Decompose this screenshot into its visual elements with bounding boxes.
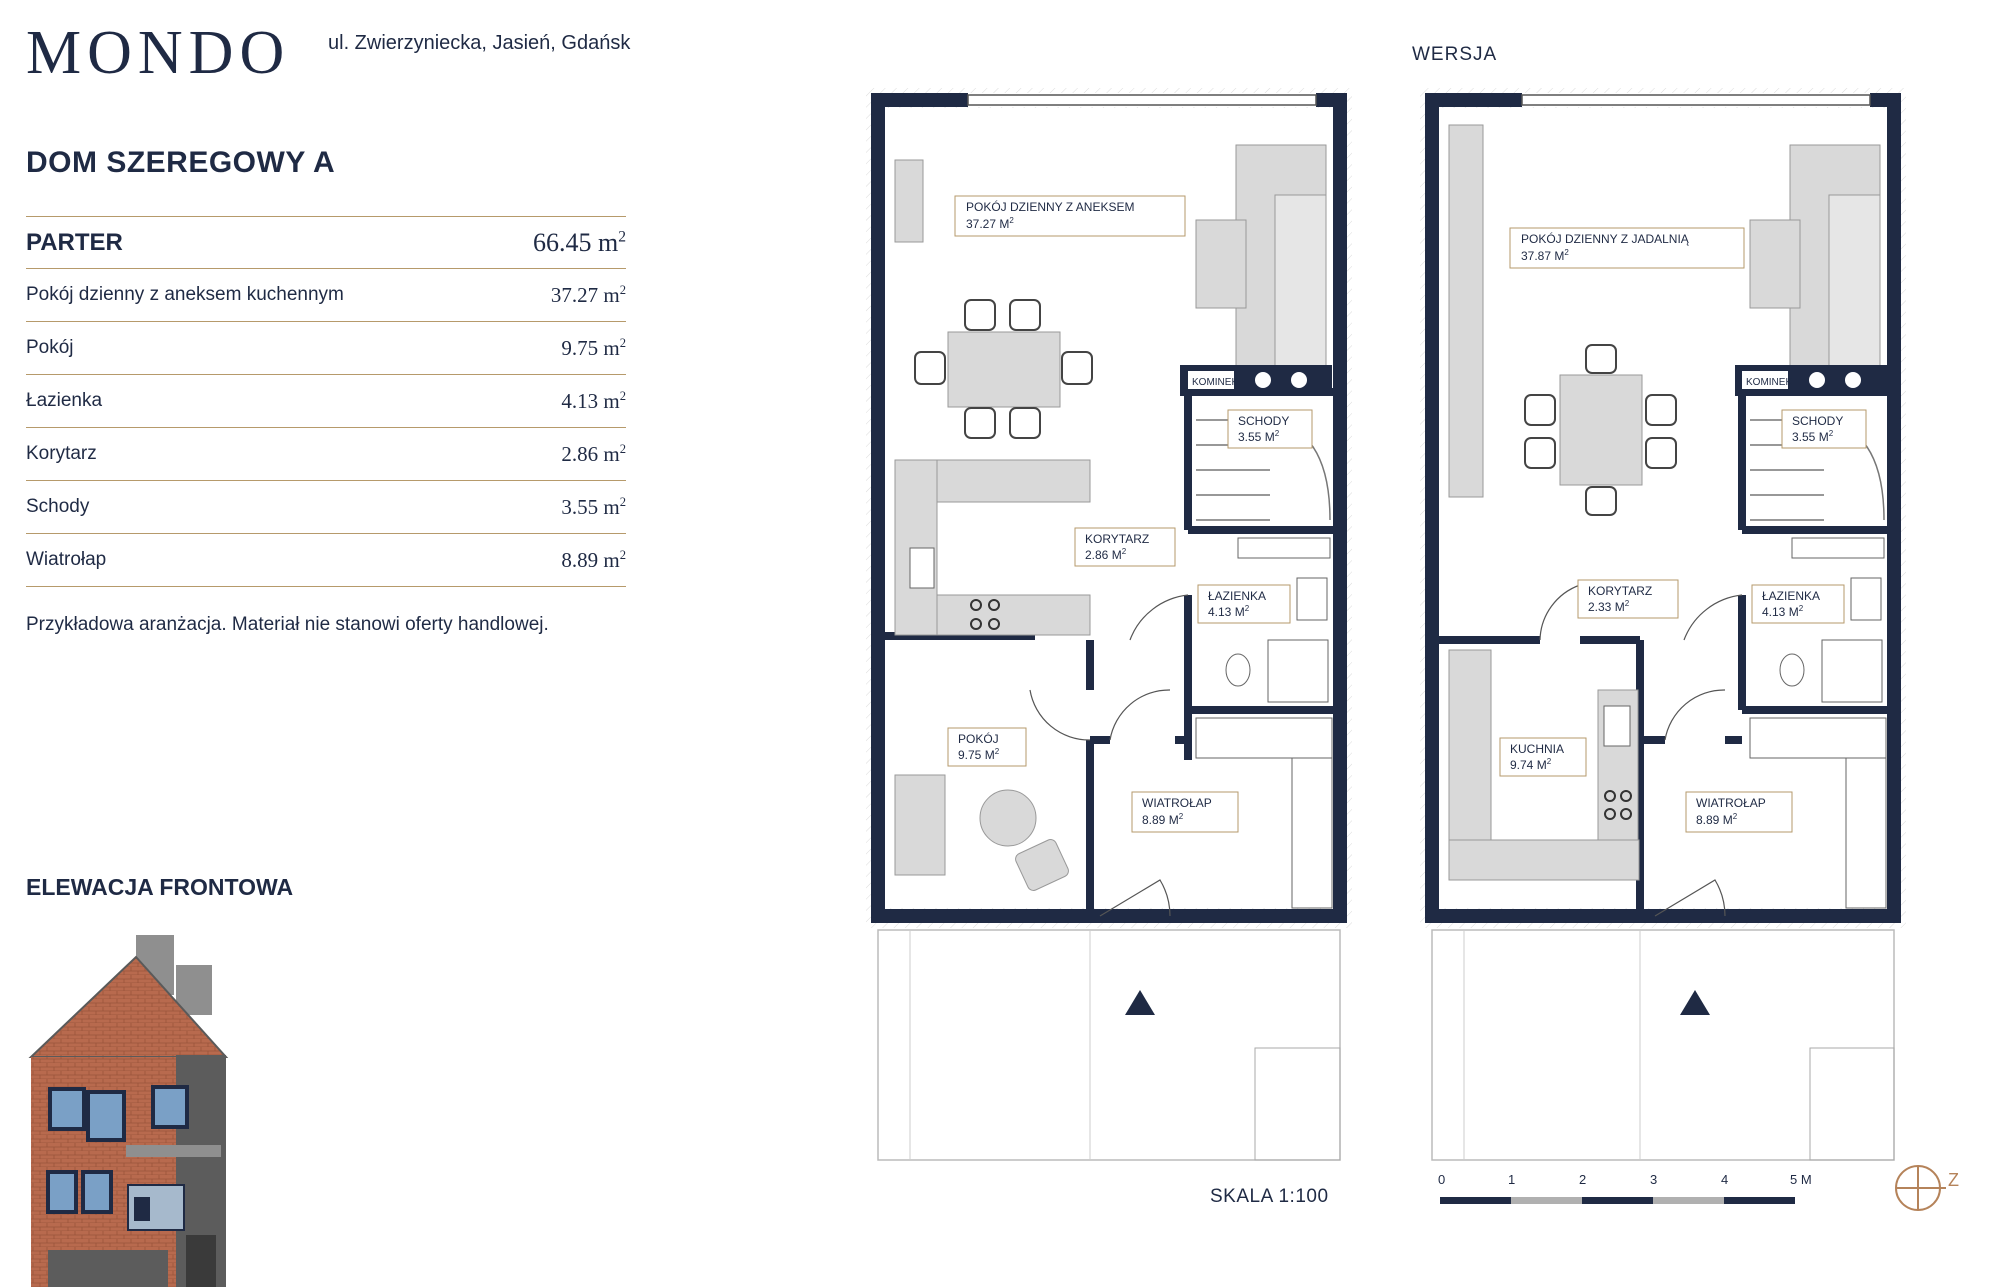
room-row xyxy=(26,533,626,587)
svg-text:ŁAZIENKA: ŁAZIENKA xyxy=(1762,589,1821,603)
fireplace-label: KOMINEK xyxy=(1192,377,1239,388)
svg-text:2.33 M2: 2.33 $M^2$ xyxy=(1588,599,1630,614)
svg-text:4.13 M2: 4.13 $M^2$ xyxy=(1762,604,1804,619)
label-bathroom-a xyxy=(1198,585,1290,623)
label-kitchen-b xyxy=(1500,738,1586,776)
floor-row xyxy=(26,216,626,268)
elevation-title: ELEWACJA FRONTOWA xyxy=(26,874,294,900)
floor-area: 66.45 $m^2$ xyxy=(532,227,626,257)
fireplace-label: KOMINEK xyxy=(1746,377,1793,388)
room-area: 4.13 $m^2$ xyxy=(561,388,626,413)
svg-text:8.89 M2: 8.89 $M^2$ xyxy=(1696,812,1738,827)
label-bathroom-b xyxy=(1752,585,1844,623)
compass-letter: Z xyxy=(1948,1170,1959,1190)
floor-plans xyxy=(860,40,2000,1190)
label-vestibule-b xyxy=(1686,792,1792,832)
room-row xyxy=(26,268,626,321)
room-row xyxy=(26,321,626,374)
room-area: 9.75 $m^2$ xyxy=(561,335,626,360)
room-name: Korytarz xyxy=(26,443,97,464)
svg-text:ŁAZIENKA: ŁAZIENKA xyxy=(1208,589,1267,603)
svg-text:KORYTARZ: KORYTARZ xyxy=(1588,584,1653,598)
svg-text:KORYTARZ: KORYTARZ xyxy=(1085,532,1150,546)
label-corridor-a xyxy=(1075,528,1175,566)
scale-tick-label: 5 M xyxy=(1790,1172,1812,1187)
svg-text:9.74 M2: 9.74 $M^2$ xyxy=(1510,757,1552,772)
room-name: Wiatrołap xyxy=(26,549,107,570)
svg-text:KUCHNIA: KUCHNIA xyxy=(1510,742,1565,756)
label-vestibule-a xyxy=(1132,792,1238,832)
disclaimer-note: Przykładowa aranżacja. Materiał nie stanowi oferty handlowej. xyxy=(26,614,549,635)
room-area: 2.86 $m^2$ xyxy=(561,441,626,466)
room-name: Pokój xyxy=(26,337,74,358)
scale-tick-label: 3 xyxy=(1650,1172,1658,1187)
svg-text:8.89 M2: 8.89 $M^2$ xyxy=(1142,812,1184,827)
front-elevation-drawing xyxy=(26,935,236,1287)
room-row xyxy=(26,374,626,427)
floor-name: PARTER xyxy=(26,228,123,256)
scale-tick-label: 1 xyxy=(1508,1172,1516,1187)
svg-text:9.75 M2: 9.75 $M^2$ xyxy=(958,747,1000,762)
room-name: Schody xyxy=(26,496,90,517)
svg-text:3.55 M2: 3.55 $M^2$ xyxy=(1238,429,1280,444)
room-name: Łazienka xyxy=(26,390,103,411)
svg-text:37.87 M2: 37.87 $M^2$ xyxy=(1521,248,1569,263)
plan-a xyxy=(866,88,1352,1160)
svg-text:4.13 M2: 4.13 $M^2$ xyxy=(1208,604,1250,619)
scale-label: SKALA 1:100 xyxy=(1210,1186,1329,1207)
room-row xyxy=(26,480,626,533)
version-label: WERSJA xyxy=(1412,44,1498,65)
compass-icon xyxy=(1892,1160,1972,1220)
room-name: Pokój dzienny z aneksem kuchennym xyxy=(26,284,344,305)
label-room-a xyxy=(948,728,1026,766)
scale-tick-label: 2 xyxy=(1579,1172,1587,1187)
svg-text:3.55 M2: 3.55 $M^2$ xyxy=(1792,429,1834,444)
label-living-b xyxy=(1510,228,1744,268)
svg-text:POKÓJ DZIENNY Z JADALNIĄ: POKÓJ DZIENNY Z JADALNIĄ xyxy=(1521,232,1689,246)
svg-text:SCHODY: SCHODY xyxy=(1792,414,1844,428)
room-row xyxy=(26,427,626,480)
svg-text:WIATROŁAP: WIATROŁAP xyxy=(1696,796,1766,810)
brand-logo: MONDO xyxy=(26,19,291,87)
label-living-a xyxy=(955,196,1185,236)
label-stairs-a xyxy=(1228,410,1312,448)
svg-text:WIATROŁAP: WIATROŁAP xyxy=(1142,796,1212,810)
address: ul. Zwierzyniecka, Jasień, Gdańsk xyxy=(328,32,631,54)
plan-b xyxy=(1420,88,1906,1160)
label-stairs-b xyxy=(1782,410,1866,448)
room-area: 8.89 $m^2$ xyxy=(561,547,626,572)
svg-text:SCHODY: SCHODY xyxy=(1238,414,1290,428)
svg-text:37.27 M2: 37.27 $M^2$ xyxy=(966,216,1014,231)
scale-bar xyxy=(1436,1170,1816,1210)
svg-text:2.86 M2: 2.86 $M^2$ xyxy=(1085,547,1127,562)
scale-tick-label: 0 xyxy=(1438,1172,1446,1187)
label-corridor-b xyxy=(1578,580,1678,618)
room-area: 37.27 $m^2$ xyxy=(550,282,626,307)
svg-text:POKÓJ: POKÓJ xyxy=(958,732,999,746)
room-area: 3.55 $m^2$ xyxy=(561,494,626,519)
house-title: DOM SZEREGOWY A xyxy=(26,146,336,179)
svg-text:POKÓJ DZIENNY Z ANEKSEM: POKÓJ DZIENNY Z ANEKSEM xyxy=(966,200,1135,214)
area-table xyxy=(26,216,626,587)
scale-tick-label: 4 xyxy=(1721,1172,1729,1187)
